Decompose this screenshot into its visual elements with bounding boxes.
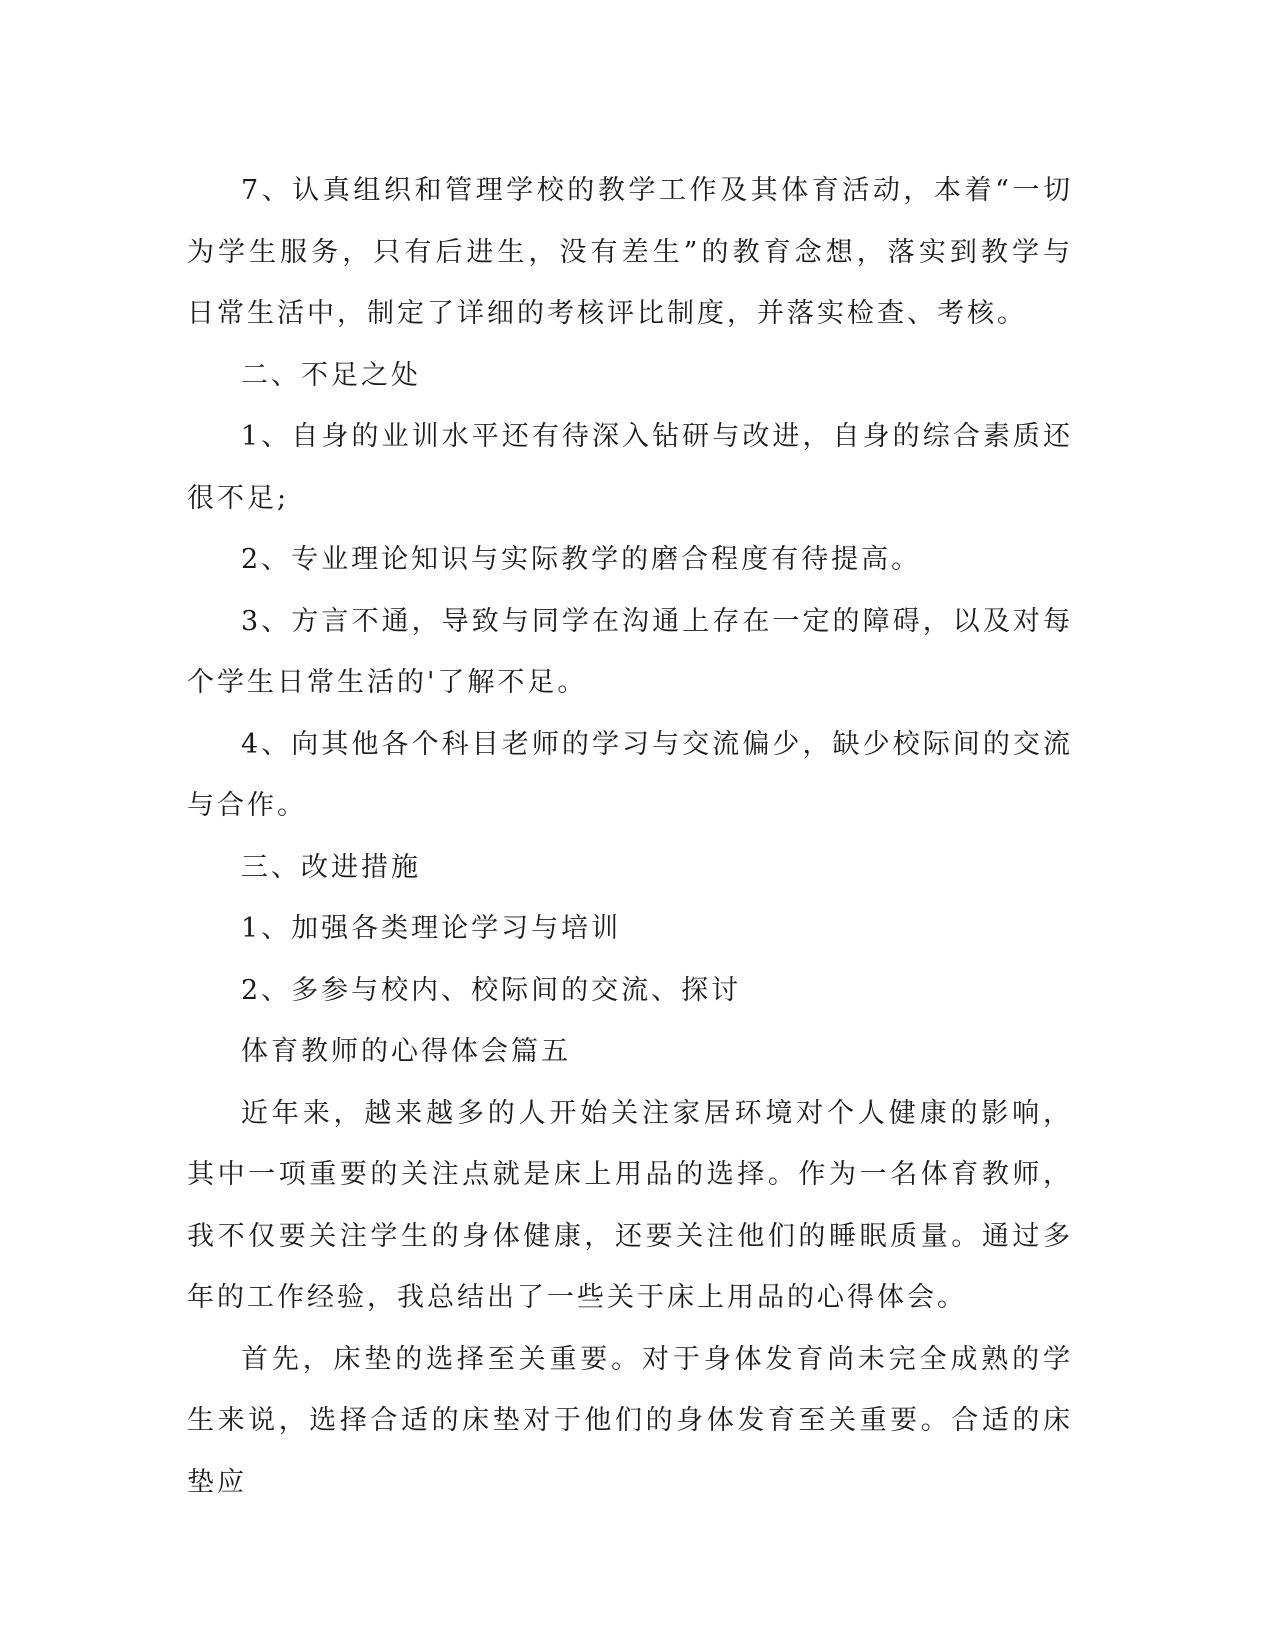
paragraph-item-7: 7、认真组织和管理学校的教学工作及其体育活动，本着“一切为学生服务，只有后进生，没有差生”的教育念想，落实到教学与日常生活中，制定了详细的考核评比制度，并落实检查、考核。 <box>187 175 1073 329</box>
article-title-part-five: 体育教师的心得体会篇五 <box>241 1036 571 1067</box>
paragraph-improvement-1: 1、加强各类理论学习与培训 <box>241 913 622 944</box>
paragraph-shortcoming-2: 2、专业理论知识与实际教学的磨合程度有待提高。 <box>241 544 922 575</box>
document-body <box>187 160 1073 1513</box>
paragraph-shortcoming-3: 3、方言不通，导致与同学在沟通上存在一定的障碍，以及对每个学生日常生活的'了解不足。 <box>187 605 1073 698</box>
paragraph-mattress: 首先，床垫的选择至关重要。对于身体发育尚未完全成熟的学生来说，选择合适的床垫对于他们的身体发育至关重要。合适的床垫应 <box>187 1343 1073 1498</box>
section-heading-improvements: 三、改进措施 <box>241 851 421 883</box>
paragraph-shortcoming-1: 1、自身的业训水平还有待深入钻研与改进，自身的综合素质还很不足; <box>187 421 1073 514</box>
section-heading-shortcomings: 二、不足之处 <box>241 359 421 391</box>
paragraph-shortcoming-4: 4、向其他各个科目老师的学习与交流偏少，缺少校际间的交流与合作。 <box>187 728 1073 821</box>
paragraph-intro: 近年来，越来越多的人开始关注家居环境对个人健康的影响，其中一项重要的关注点就是床上用品的选择。作为一名体育教师，我不仅要关注学生的身体健康，还要关注他们的睡眠质量。通过多年的工作经验，我总结出了一些关于床上用品的心得体会。 <box>187 1097 1073 1313</box>
paragraph-improvement-2: 2、多参与校内、校际间的交流、探讨 <box>241 974 742 1006</box>
